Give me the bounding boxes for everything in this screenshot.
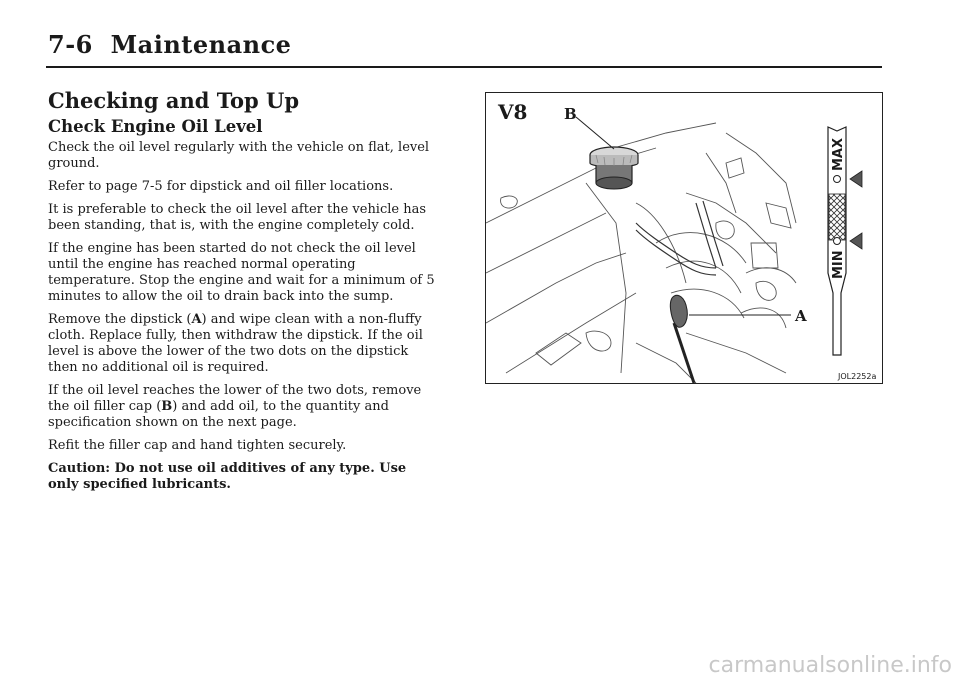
oil-filler-cap [590,147,638,189]
engine-label: V8 [498,100,528,124]
max-label: MAX [831,137,846,171]
paragraph-3: It is preferable to check the oil level after the vehicle has been standing, that is, with the engine completely cold. [48,202,427,233]
watermark: carmanualsonline.info [708,653,952,678]
engine-drawing [486,93,882,383]
page-header [48,30,291,59]
paragraph-7: Refit the filler cap and hand tighten securely. [48,438,347,453]
figure-code: JOL2252a [838,372,877,381]
dipstick [670,295,694,383]
ref-a: A [191,312,202,327]
label-b: B [564,105,577,123]
paragraph-6-start: If the oil level reaches the lower of the two dots, remove the oil filler cap ( [48,383,422,414]
paragraph-5 [48,312,440,376]
ref-b: B [161,399,173,414]
paragraph-1: Check the oil level regularly with the vehicle on flat, level ground. [48,140,430,171]
paragraph-2: Refer to page 7-5 for dipstick and oil filler locations. [48,179,394,194]
label-a: A [795,307,807,325]
page-heading: Checking and Top Up [48,88,300,113]
min-label: MIN [831,250,846,279]
paragraph-5-end: ) and wipe clean with a non-fluffy cloth. Replace fully, then withdraw the dipstick. If the oil level is above the lower of the two dots on the dipstick then no additional oil is required. [48,312,423,375]
page-subheading: Check Engine Oil Level [48,117,263,136]
caution-text: Caution: Do not use oil additives of any type. Use only specified lubricants. [48,461,407,492]
paragraph-6 [48,383,440,431]
header-rule [46,66,882,68]
section-title: Maintenance [110,30,292,59]
body-text [48,140,440,500]
section-number: 7-6 [48,30,93,59]
paragraph-4: If the engine has been started do not check the oil level until the engine has reached normal operating temperature. Stop the engine and wait for a minimum of 5 minutes to allow the oil to drain back into the sump. [48,241,435,304]
paragraph-5-start: Remove the dipstick ( [48,312,192,327]
engine-line-art [486,123,796,383]
paragraph-6-end: ) and add oil, to the quantity and specification shown on the next page. [48,399,389,430]
engine-illustration [485,92,883,384]
